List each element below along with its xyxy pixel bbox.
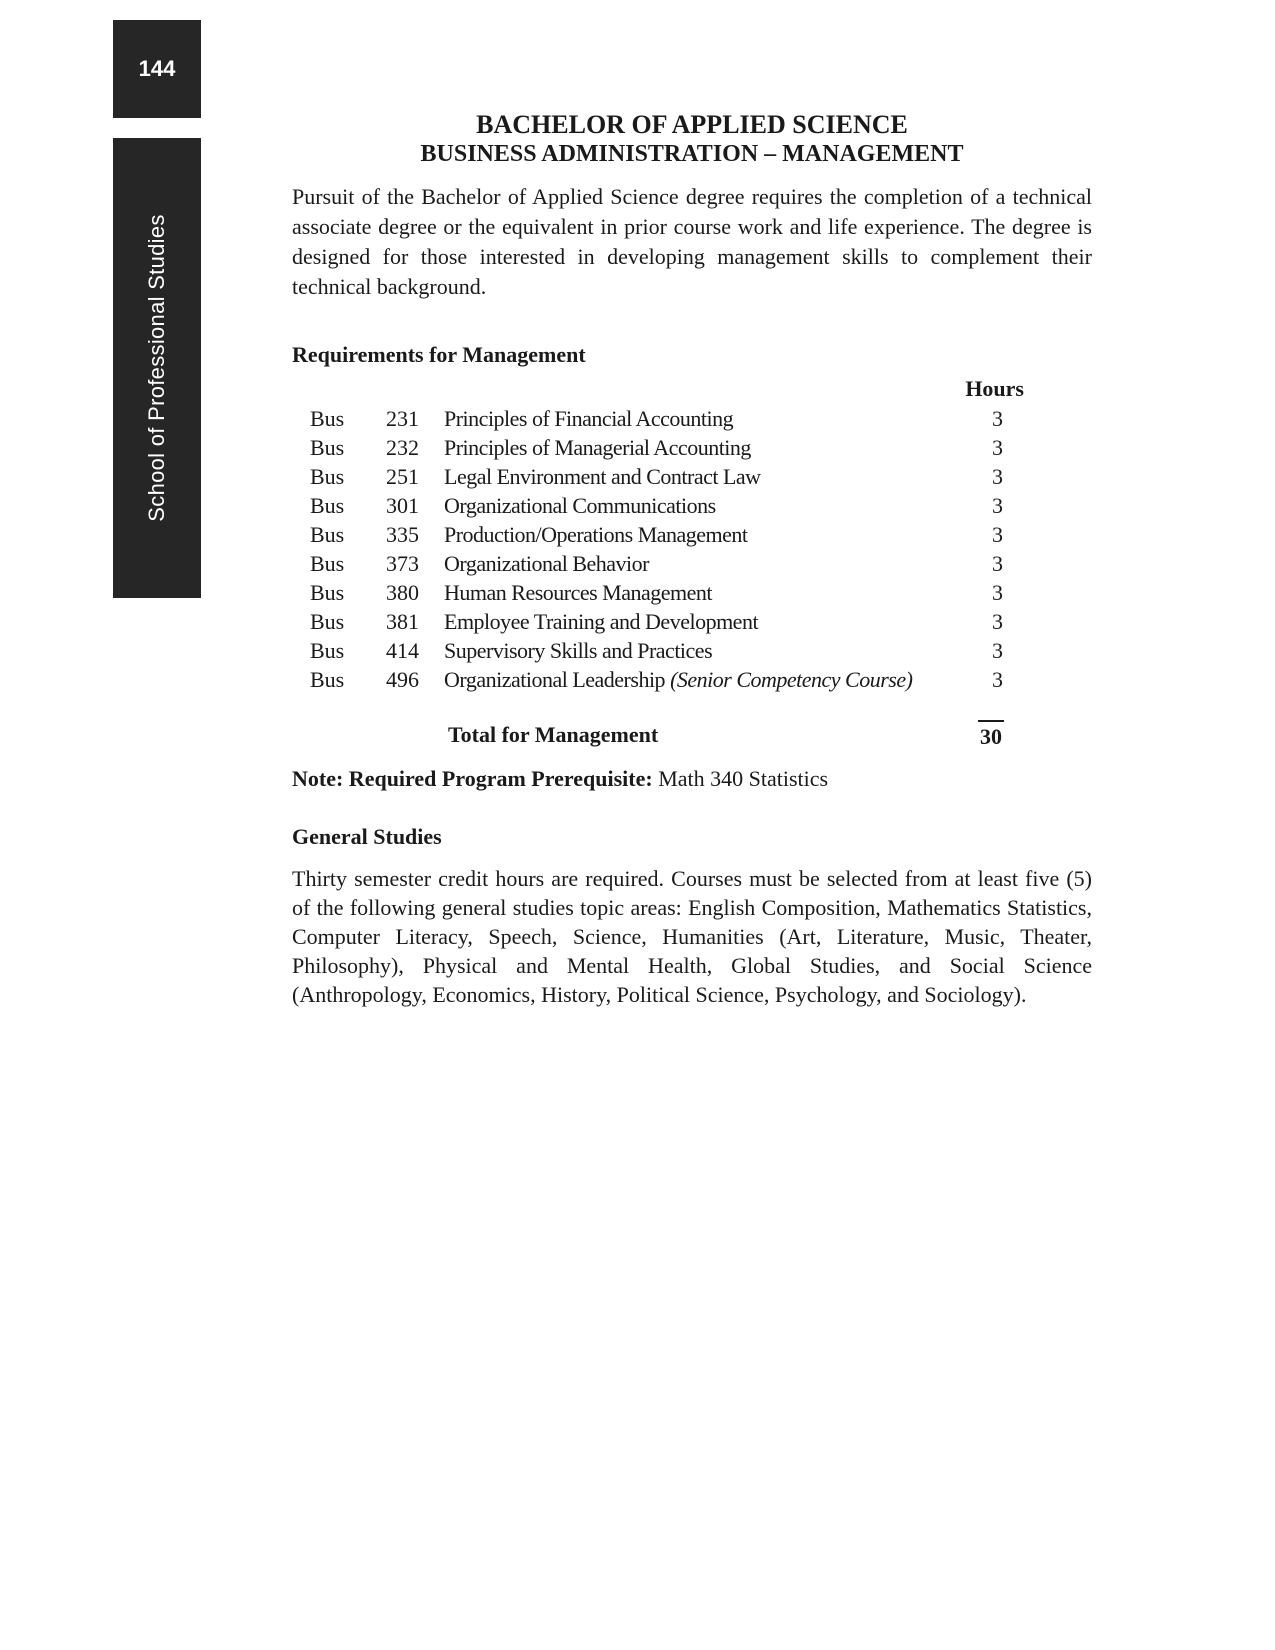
course-dept: Bus xyxy=(310,464,345,489)
course-row xyxy=(292,433,1022,462)
course-hours: 3 xyxy=(992,551,1003,576)
course-title: Supervisory Skills and Practices xyxy=(444,638,713,663)
page-number: 144 xyxy=(113,20,201,118)
course-hours: 3 xyxy=(992,435,1003,460)
course-number: 301 xyxy=(386,493,419,518)
course-row xyxy=(292,578,1022,607)
course-title: Principles of Financial Accounting xyxy=(444,406,734,431)
course-row xyxy=(292,665,1022,694)
total-row xyxy=(292,720,1092,752)
general-studies-body: Thirty semester credit hours are required. Courses must be selected from at least five (5) of the following general studies topic areas: English Composition, Mathematics Statistics, Computer Literacy, Speech, Science, Humanities (Art, Literature, Music, Theater, Philosophy), Physical and Mental Health, Global Studies, and Social Science (Anthropology, Economics, History, Political Science, Psychology, and Sociology). xyxy=(292,866,1092,1007)
course-dept: Bus xyxy=(310,638,345,663)
course-row xyxy=(292,404,1022,433)
general-studies-heading: General Studies xyxy=(292,824,442,849)
prerequisite-note xyxy=(292,764,1092,794)
course-row xyxy=(292,520,1022,549)
course-dept: Bus xyxy=(310,493,345,518)
course-hours: 3 xyxy=(992,638,1003,663)
course-row xyxy=(292,607,1022,636)
course-title-cell xyxy=(444,491,992,520)
course-title: Production/Operations Management xyxy=(444,522,748,547)
course-row xyxy=(292,491,1022,520)
course-title: Organizational Communications xyxy=(444,493,716,518)
course-number: 251 xyxy=(386,464,419,489)
page-subtitle: BUSINESS ADMINISTRATION – MANAGEMENT xyxy=(420,141,964,167)
course-title-cell xyxy=(444,462,992,491)
course-title-note: (Senior Competency Course) xyxy=(670,667,913,692)
section-tab xyxy=(113,138,201,598)
total-label: Total for Management xyxy=(448,722,659,747)
course-row xyxy=(292,462,1022,491)
course-title: Organizational Leadership xyxy=(444,667,666,692)
note-label: Note: Required Program Prerequisite: xyxy=(292,766,653,791)
course-number: 232 xyxy=(386,435,419,460)
course-table xyxy=(292,404,1022,694)
course-number: 231 xyxy=(386,406,419,431)
course-title-cell xyxy=(444,433,992,462)
course-number: 381 xyxy=(386,609,419,634)
requirements-heading: Requirements for Management xyxy=(292,342,586,367)
course-title-cell xyxy=(444,665,992,694)
course-number: 335 xyxy=(386,522,419,547)
course-dept: Bus xyxy=(310,609,345,634)
course-title: Principles of Managerial Accounting xyxy=(444,435,751,460)
course-dept: Bus xyxy=(310,580,345,605)
course-title-cell xyxy=(444,549,992,578)
course-hours: 3 xyxy=(992,493,1003,518)
page-title: BACHELOR OF APPLIED SCIENCE xyxy=(476,110,908,139)
course-title: Human Resources Management xyxy=(444,580,713,605)
section-tab-label: School of Professional Studies xyxy=(144,214,169,522)
course-title: Legal Environment and Contract Law xyxy=(444,464,761,489)
course-number: 380 xyxy=(386,580,419,605)
course-hours: 3 xyxy=(992,580,1003,605)
intro-paragraph: Pursuit of the Bachelor of Applied Science degree requires the completion of a technical associate degree or the equivalent in prior course work and life experience. The degree is designed for those interested in developing management skills to complement their technical background. xyxy=(292,184,1092,299)
course-title-cell xyxy=(444,578,992,607)
course-title: Organizational Behavior xyxy=(444,551,649,576)
course-title-cell xyxy=(444,520,992,549)
hours-column-heading: Hours xyxy=(965,376,1024,401)
course-row xyxy=(292,549,1022,578)
course-hours: 3 xyxy=(992,667,1003,692)
course-dept: Bus xyxy=(310,667,345,692)
course-number: 414 xyxy=(386,638,419,663)
course-hours: 3 xyxy=(992,464,1003,489)
course-title-cell xyxy=(444,636,992,665)
course-title-cell xyxy=(444,607,992,636)
course-row xyxy=(292,636,1022,665)
course-hours: 3 xyxy=(992,522,1003,547)
total-value: 30 xyxy=(978,720,1004,752)
course-dept: Bus xyxy=(310,435,345,460)
course-hours: 3 xyxy=(992,406,1003,431)
note-text: Math 340 Statistics xyxy=(658,766,829,791)
course-title-cell xyxy=(444,404,992,433)
course-number: 496 xyxy=(386,667,419,692)
course-dept: Bus xyxy=(310,406,345,431)
course-title: Employee Training and Development xyxy=(444,609,759,634)
course-number: 373 xyxy=(386,551,419,576)
course-dept: Bus xyxy=(310,551,345,576)
course-dept: Bus xyxy=(310,522,345,547)
course-hours: 3 xyxy=(992,609,1003,634)
page-content xyxy=(292,110,1092,1009)
